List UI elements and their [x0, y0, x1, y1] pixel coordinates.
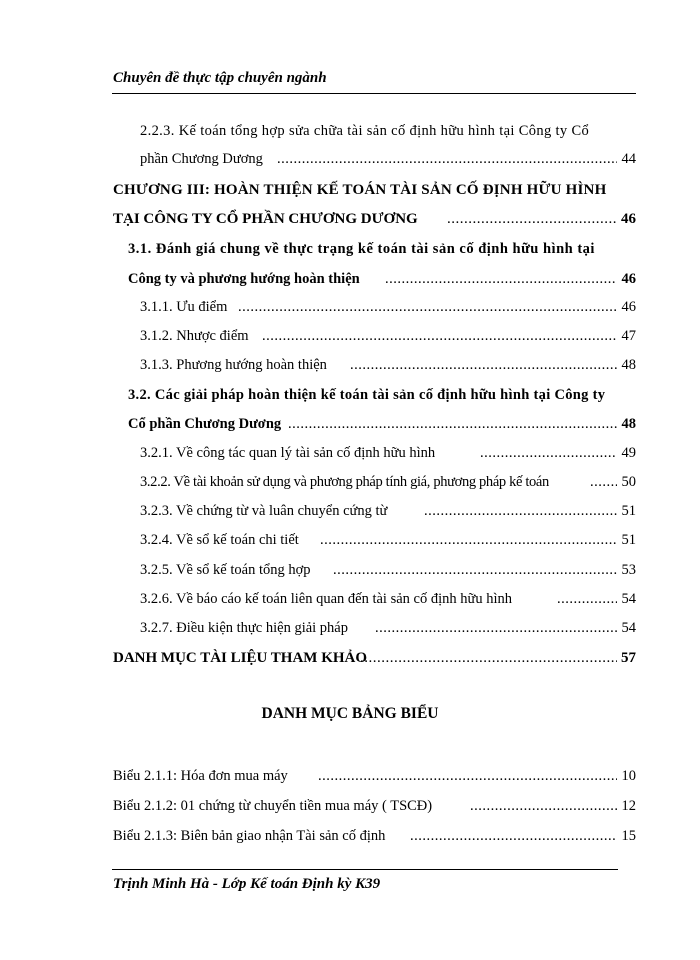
toc-dot-leader: [277, 148, 617, 170]
table-entry-text: Biểu 2.1.3: Biên bản giao nhận Tài sản cố định: [113, 828, 386, 844]
page-header: Chuyên đề thực tập chuyên ngành: [113, 70, 327, 86]
page-footer: Trịnh Minh Hà - Lớp Kế toán Định kỳ K39: [113, 876, 381, 892]
table-entry-text: Biểu 2.1.2: 01 chứng từ chuyển tiền mua máy ( TSCĐ): [113, 798, 433, 814]
toc-entry-text: 3.1.3. Phương hướng hoàn thiện: [140, 357, 327, 373]
toc-dot-leader: [350, 354, 617, 376]
toc-dot-leader: [447, 208, 617, 230]
table-entry-2-1-1: [0, 765, 700, 789]
toc-entry-chapter-3-line2: [0, 208, 700, 232]
toc-entry-3-2-1: [0, 442, 700, 466]
toc-entry-2-2-3-line1: [0, 120, 700, 144]
toc-dot-leader: [318, 765, 617, 787]
toc-dot-leader: [288, 413, 617, 435]
toc-dot-leader: [480, 442, 617, 464]
toc-entry-text: 3.1.2. Nhược điểm: [140, 328, 249, 344]
toc-entry-text: Cổ phần Chương Dương: [128, 416, 282, 432]
toc-page-number: 46: [621, 271, 636, 287]
toc-entry-3-1-3: [0, 354, 700, 378]
table-page-number: 15: [621, 828, 636, 844]
toc-page-number: 54: [621, 620, 636, 636]
toc-entry-3-2-line1: [0, 384, 700, 408]
toc-entry-text: 2.2.3. Kế toán tổng hợp sửa chữa tài sản cố định hữu hình tại Công ty Cổ: [140, 123, 590, 139]
table-entry-2-1-3: [0, 825, 700, 849]
toc-entry-text: 3.1.1. Ưu điểm: [140, 299, 228, 315]
toc-entry-3-2-3: [0, 500, 700, 524]
header-rule: [112, 93, 636, 94]
toc-page-number: 53: [621, 562, 636, 578]
toc-page-number: 47: [621, 328, 636, 344]
toc-page-number: 46: [621, 299, 636, 315]
toc-entry-text: 3.1. Đánh giá chung về thực trạng kế toán tài sản cố định hữu hình tại: [128, 241, 595, 257]
toc-dot-leader: [360, 647, 617, 669]
toc-entry-3-1-line1: [0, 238, 700, 262]
toc-entry-text: CHƯƠNG III: HOÀN THIỆN KẾ TOÁN TÀI SẢN CỐ ĐỊNH HỮU HÌNH: [113, 182, 607, 198]
toc-entry-3-2-2: [0, 471, 700, 495]
toc-dot-leader: [470, 795, 617, 817]
toc-entry-text: 3.2.1. Về công tác quan lý tài sản cố định hữu hình: [140, 445, 436, 461]
toc-entry-text: 3.2.6. Về báo cáo kế toán liên quan đến tài sản cố định hữu hình: [140, 591, 513, 607]
table-entry-2-1-2: [0, 795, 700, 819]
toc-entry-text: TẠI CÔNG TY CỔ PHẦN CHƯƠNG DƯƠNG: [113, 211, 418, 227]
table-page-number: 12: [621, 798, 636, 814]
toc-entry-3-1-1: [0, 296, 700, 320]
toc-entry-3-2-4: [0, 529, 700, 553]
toc-entry-text: 3.2.5. Về sổ kế toán tổng hợp: [140, 562, 311, 578]
toc-entry-text: 3.2.2. Về tài khoản sử dụng và phương pháp tính giá, phương pháp kế toán: [140, 474, 549, 490]
toc-dot-leader: [410, 825, 617, 847]
toc-page-number: 48: [621, 357, 636, 373]
toc-entry-text: 3.2.3. Về chứng từ và luân chuyển cứng từ: [140, 503, 388, 519]
toc-dot-leader: [375, 617, 617, 639]
toc-page-number: 44: [621, 151, 636, 167]
table-page-number: 10: [621, 768, 636, 784]
toc-page-number: 46: [621, 211, 636, 227]
toc-entry-text: DANH MỤC TÀI LIỆU THAM KHẢO: [113, 650, 368, 666]
toc-dot-leader: [424, 500, 617, 522]
footer-rule: [112, 869, 618, 870]
toc-entry-3-2-5: [0, 559, 700, 583]
toc-page-number: 51: [621, 532, 636, 548]
toc-dot-leader: [590, 471, 617, 493]
toc-entry-2-2-3-line2: [0, 148, 700, 172]
toc-page-number: 48: [621, 416, 636, 432]
toc-entry-chapter-3-line1: [0, 179, 700, 203]
toc-entry-3-2-line2: [0, 413, 700, 437]
toc-page-number: 50: [621, 474, 636, 490]
tables-section-title: DANH MỤC BẢNG BIỂU: [261, 705, 439, 722]
toc-entry-text: 3.2.7. Điều kiện thực hiện giải pháp: [140, 620, 348, 636]
toc-entry-text: Công ty và phương hướng hoàn thiện: [128, 271, 360, 287]
toc-page-number: 51: [621, 503, 636, 519]
toc-entry-3-1-2: [0, 325, 700, 349]
table-entry-text: Biểu 2.1.1: Hóa đơn mua máy: [113, 768, 288, 784]
toc-entry-references: [0, 647, 700, 671]
toc-dot-leader: [557, 588, 617, 610]
toc-entry-text: phần Chương Dương: [140, 151, 263, 167]
toc-dot-leader: [262, 325, 617, 347]
toc-page-number: 49: [621, 445, 636, 461]
toc-dot-leader: [385, 268, 617, 290]
toc-dot-leader: [238, 296, 617, 318]
toc-entry-3-2-6: [0, 588, 700, 612]
toc-entry-3-1-line2: [0, 268, 700, 292]
toc-dot-leader: [333, 559, 617, 581]
toc-dot-leader: [320, 529, 617, 551]
toc-page-number: 57: [621, 650, 636, 666]
toc-entry-text: 3.2.4. Về sổ kế toán chi tiết: [140, 532, 299, 548]
toc-page-number: 54: [621, 591, 636, 607]
toc-entry-text: 3.2. Các giải pháp hoàn thiện kế toán tài sản cố định hữu hình tại Công ty: [128, 387, 606, 403]
toc-entry-3-2-7: [0, 617, 700, 641]
